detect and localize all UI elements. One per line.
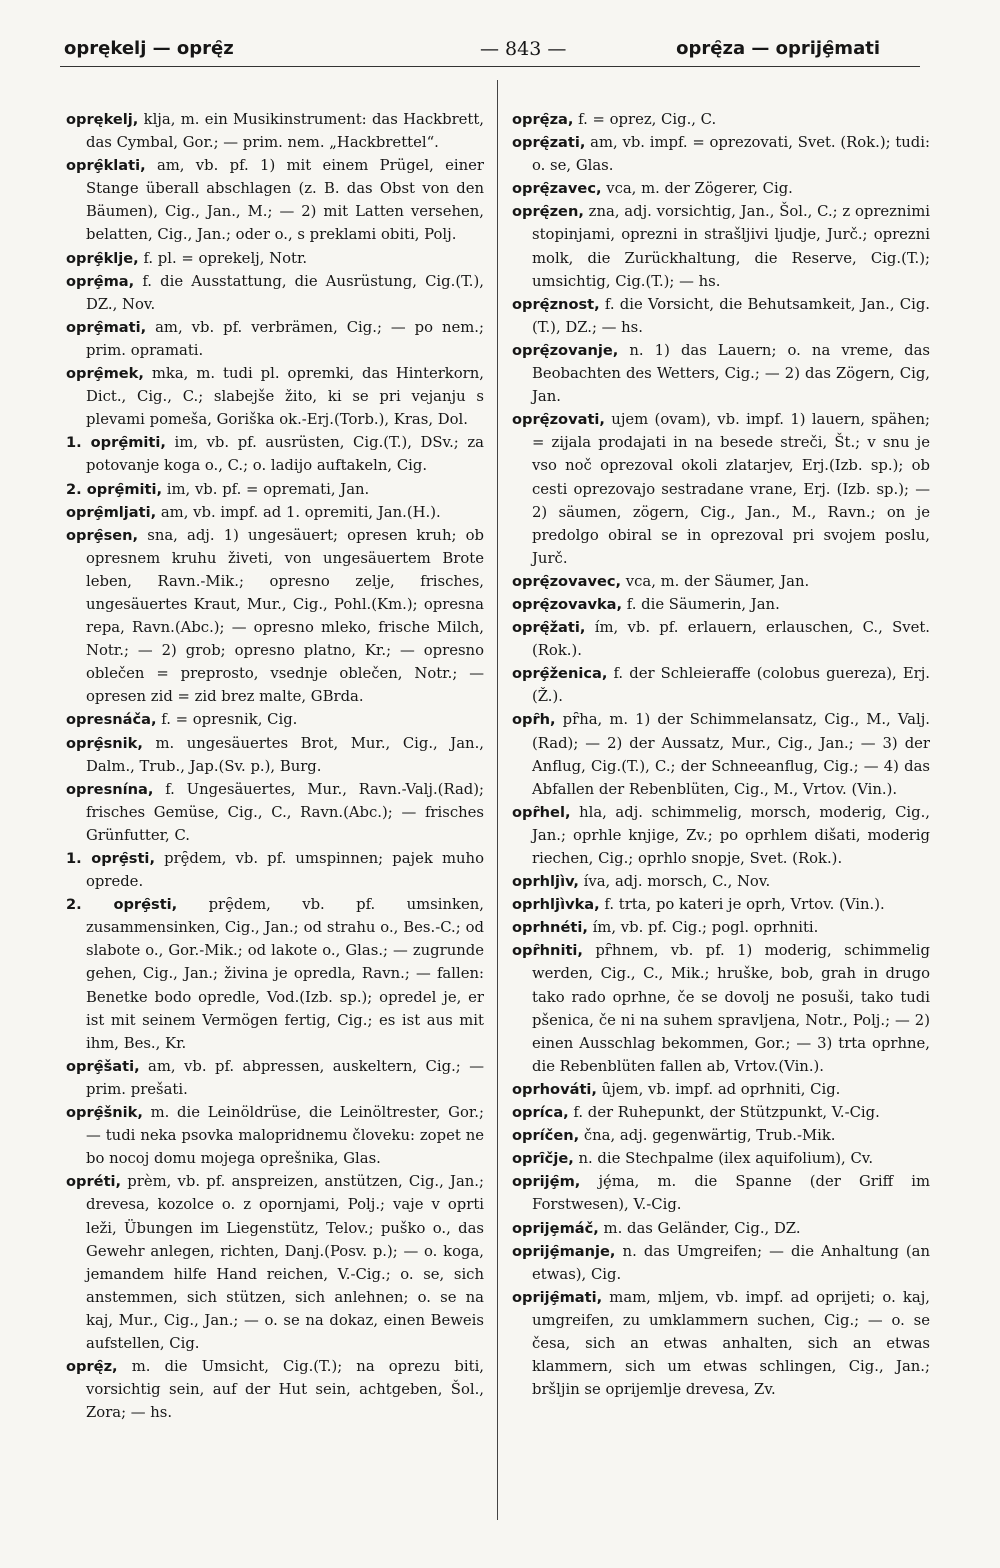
entry-headword: oprȋčje, <box>512 1150 574 1168</box>
dictionary-entry <box>512 1124 930 1147</box>
entry-definition: sna, adj. 1) ungesäuert; opresen kruh; ob opresnem kruhu živeti, von ungesäuertem Brote leben, Ravn.-Mik.; opresno zelje, frisches, ungesäuertes Kraut, Mur., Cig., Pohl.(Km.); opresna repa, Ravn.(Abc.); — opresno mleko, frische Milch, Notr.; — 2) grob; opresno platno, Kr.; — opresno oblečen = preprosto, vsednje oblečen, Notr.; — opresen zid = zid brez malte, GBrda. <box>86 526 484 706</box>
entry-definition: f. pl. = oprekelj, Notr. <box>138 249 308 267</box>
entry-definition: jȩ́ma, m. die Spanne (der Griff im Forstwesen), V.-Cig. <box>532 1173 930 1214</box>
right-column <box>512 108 930 1401</box>
dictionary-entry <box>66 431 484 477</box>
entry-definition: n. das Umgreifen; — die Anhaltung (an etwas), Cig. <box>532 1242 930 1283</box>
entry-headword: oprę̑zati, <box>512 134 586 152</box>
entry-headword: oprijȩmáč, <box>512 1219 599 1237</box>
dictionary-entry <box>66 316 484 362</box>
dictionary-entry <box>66 1101 484 1170</box>
dictionary-entry <box>512 708 930 800</box>
entry-definition: ujem (ovam), vb. impf. 1) lauern, spähen; = zijala prodajati in na besede streči, Št.; v snu je vso noč oprezoval okoli zlatarjev, Erj.(Izb. sp.); ob cesti oprezovajo sestradane vrane, Erj. (Izb. sp.); — 2) säumen, zögern, Cig., Jan., M., Ravn.; on je predolgo obiral se in oprezoval pri svojem poslu, Jurč. <box>532 411 930 567</box>
dictionary-entry <box>512 1286 930 1401</box>
entry-definition: m. das Geländer, Cig., DZ. <box>598 1219 801 1237</box>
entry-definition: prȩ̑dem, vb. pf. umsinken, zusammensinken, Cig., Jan.; od strahu o., Bes.-C.; od slabote o., Gor.-Mik.; od lakote o., Glas.; — zugrunde gehen, Cig., Jan.; živina je opredla, Ravn.; — fallen: Benetke bodo opredle, Vod.(Izb. sp.); opredel je, er ist mit seinem Vermögen fertig, Cig.; es ist aus mit ihm, Bes., Kr. <box>86 896 484 1052</box>
entry-headword: oprę̑zen, <box>512 203 584 221</box>
entry-headword: oprę̑za, <box>512 111 574 128</box>
dictionary-entry <box>512 200 930 292</box>
entry-headword: oprȩ̑mek, <box>66 365 144 383</box>
entry-headword: opresnáča, <box>66 711 157 729</box>
dictionary-entry <box>66 1170 484 1355</box>
running-head <box>60 34 940 68</box>
dictionary-entry <box>66 478 484 501</box>
entry-definition: m. ungesäuertes Brot, Mur., Cig., Jan., Dalm., Trub., Jap.(Sv. p.), Burg. <box>86 734 484 775</box>
dictionary-entry <box>512 1217 930 1240</box>
entry-headword: oprę̑zovavec, <box>512 572 622 590</box>
dictionary-entry <box>66 154 484 246</box>
running-head-left: oprękelj — oprę̑z <box>64 38 234 59</box>
entry-definition: f. die Säumerin, Jan. <box>622 595 780 613</box>
entry-headword: 1. oprȩ̑miti, <box>66 434 166 452</box>
entry-headword: oprhljìvka, <box>512 896 600 914</box>
entry-headword: 2. oprȩ̑sti, <box>66 896 178 914</box>
entry-definition: am, vb. impf. = oprezovati, Svet. (Rok.); tudi: o. se, Glas. <box>532 134 930 175</box>
dictionary-entry <box>66 708 484 731</box>
entry-definition: ȗjem, vb. impf. ad oprhniti, Cig. <box>596 1080 841 1098</box>
dictionary-entry <box>66 524 484 709</box>
entry-definition: pȓha, m. 1) der Schimmelansatz, Cig., M., Valj.(Rad); — 2) der Aussatz, Mur., Cig., Jan.; — 3) der Anflug, Cig.(T.), C.; der Schneeanflug, Cig.; — 4) das Abfallen der Rebenblüten, Cig., M., Vrtov. (Vin.). <box>532 711 930 798</box>
entry-headword: oprę̑z, <box>66 1358 118 1376</box>
entry-definition: pȓhnem, vb. pf. 1) moderig, schimmelig werden, Cig., C., Mik.; hruške, bob, grah in drugo tako rado oprhne, če se dovolj ne posuši, tako tudi pšenica, če ni na suhem spravljena, Notr., Polj.; — 2) einen Ausschlag bekommen, Gor.; — 3) trta oprhne, die Rebenblüten fallen ab, Vrtov.(Vin.). <box>532 942 930 1075</box>
entry-headword: oprȩ̑klati, <box>66 157 146 175</box>
dictionary-entry <box>66 247 484 270</box>
entry-headword: oprę̑zavec, <box>512 180 602 198</box>
page-number: — 843 — <box>480 38 567 60</box>
entry-definition: ím, vb. pf. erlauern, erlauschen, C., Svet. (Rok.). <box>532 619 930 660</box>
entry-headword: oprȩ̑klje, <box>66 249 139 267</box>
entry-definition: am, vb. pf. abpressen, auskeltern, Cig.; — prim. prešati. <box>86 1057 484 1098</box>
entry-headword: oprę̑zovati, <box>512 411 605 429</box>
entry-headword: oprhováti, <box>512 1080 597 1098</box>
entry-definition: mka, m. tudi pl. opremki, das Hinterkorn, Dict., Cig., C.; slabejše žito, ki se pri vejanju s plevami pomeša, Goriška ok.-Erj.(Torb.), Kras, Dol. <box>86 365 484 429</box>
entry-definition: n. 1) das Lauern; o. na vreme, das Beobachten des Wetters, Cig.; — 2) das Zögern, Cig, Jan. <box>532 341 930 406</box>
entry-definition: prȩ̑dem, vb. pf. umspinnen; pajek muho oprede. <box>86 850 484 891</box>
entry-headword: oprȩ̑ma, <box>66 272 135 290</box>
entry-headword: oprę̑zovanje, <box>512 341 619 359</box>
entry-definition: f. die Ausstattung, die Ausrüstung, Cig.(T.), DZ., Nov. <box>86 272 484 313</box>
entry-headword: opȓh, <box>512 711 556 729</box>
dictionary-entry <box>512 177 930 200</box>
dictionary-entry <box>512 339 930 408</box>
entry-headword: opȓhniti, <box>512 942 583 960</box>
entry-headword: oprę̑zovavka, <box>512 595 623 613</box>
entry-definition: ím, vb. pf. Cig.; pogl. oprhniti. <box>587 919 819 937</box>
dictionary-entry <box>512 570 930 593</box>
dictionary-entry <box>66 1055 484 1101</box>
dictionary-entry <box>512 1078 930 1101</box>
entry-headword: oprijȩ̑mati, <box>512 1288 603 1306</box>
entry-definition: vca, m. der Zögerer, Cig. <box>601 180 793 198</box>
entry-headword: opresnína, <box>66 780 154 798</box>
entry-headword: oprȩ̑šati, <box>66 1057 140 1075</box>
dictionary-entry <box>66 362 484 431</box>
dictionary-entry <box>66 893 484 1055</box>
entry-definition: m. die Umsicht, Cig.(T.); na oprezu biti, vorsichtig sein, auf der Hut sein, achtgeben, Šol., Zora; — hs. <box>86 1358 484 1422</box>
entry-headword: oprę̑znost, <box>512 295 600 313</box>
entry-headword: oprȩ̑sen, <box>66 526 139 544</box>
entry-definition: n. die Stechpalme (ilex aquifolium), Cv. <box>573 1150 874 1168</box>
entry-definition: hla, adj. schimmelig, morsch, moderig, Cig., Jan.; oprhle knjige, Zv.; po oprhlem dišati, moderig riechen, Cig.; oprhlo snopje, Svet. (Rok.). <box>532 803 930 867</box>
entry-headword: opréti, <box>66 1173 122 1191</box>
running-head-right: oprę̑za — oprijȩ̑mati <box>676 38 880 59</box>
dictionary-entry <box>512 1170 930 1216</box>
entry-headword: opȓhel, <box>512 803 571 821</box>
entry-definition: im, vb. pf. = oprematі, Jan. <box>162 480 370 498</box>
entry-headword: oprijȩ̑m, <box>512 1173 581 1191</box>
left-column <box>66 108 484 1424</box>
dictionary-entry <box>512 801 930 870</box>
entry-definition: f. Ungesäuertes, Mur., Ravn.-Valj.(Rad); frisches Gemüse, Cig., C., Ravn.(Abc.); — frisches Grünfutter, C. <box>86 780 484 844</box>
dictionary-entry <box>66 108 484 154</box>
entry-definition: mam, mljem, vb. impf. ad oprijeti; o. kaj, umgreifen, zu umklammern suchen, Cig.; — o. se česa, sich an etwas anhalten, sich an etwas klammern, sich um etwas schlingen, Cig., Jan.; bršljin se oprijemlje drevesa, Zv. <box>532 1288 930 1399</box>
entry-headword: opríčen, <box>512 1127 580 1145</box>
dictionary-entry <box>66 778 484 847</box>
dictionary-entry <box>512 1101 930 1124</box>
dictionary-entry <box>512 293 930 339</box>
dictionary-entry <box>512 108 930 131</box>
entry-definition: f. = opresnik, Cig. <box>156 711 298 729</box>
entry-definition: f. die Vorsicht, die Behutsamkeit, Jan., Cig.(T.), DZ.; — hs. <box>532 295 930 336</box>
entry-headword: oprhljìv, <box>512 873 579 891</box>
entry-definition: zna, adj. vorsichtig, Jan., Šol., C.; z opreznimi stopinjami, oprezni in strašljivi ljudje, Jurč.; oprezni molk, die Zurückhaltung, die Reserve, Cig.(T.); umsichtig, Cig.(T.); — hs. <box>532 203 930 290</box>
entry-headword: oprȩ̑mljati, <box>66 503 157 521</box>
dictionary-entry <box>512 662 930 708</box>
entry-headword: oprę̑žati, <box>512 619 586 637</box>
entry-headword: oprȩ̑mati, <box>66 318 147 336</box>
dictionary-entry <box>512 939 930 1078</box>
entry-definition: prèm, vb. pf. anspreizen, anstützen, Cig., Jan.; drevesa, kozolce o. z opornjami, Polj.; vaje v oprti leži, Übungen im Liegenstütz, Telov.; puško o., das Gewehr anlegen, richten, Danj.(Posv. p.); — o. koga, jemandem hilfe Hand reichen, V.-Cig.; o. se, sich anstemmen, sich stützen, sich anlehnen; o. se na kaj, Mur., Cig., Jan.; — o. se na dokaz, einen Beweis aufstellen, Cig. <box>86 1173 484 1352</box>
entry-definition: f. der Ruhepunkt, der Stützpunkt, V.-Cig. <box>568 1104 880 1122</box>
column-divider <box>497 80 498 1520</box>
entry-headword: oprhnéti, <box>512 919 588 937</box>
dictionary-entry <box>66 1355 484 1424</box>
entry-headword: oprijȩ̑manje, <box>512 1242 616 1260</box>
dictionary-entry <box>66 501 484 524</box>
dictionary-entry <box>512 893 930 916</box>
dictionary-entry <box>66 847 484 893</box>
entry-definition: am, vb. pf. verbrämen, Cig.; — po nem.; prim. opramati. <box>86 318 484 359</box>
entry-definition: im, vb. pf. ausrüsten, Cig.(T.), DSv.; za potovanje koga o., C.; o. ladijo auftakeln, Cig. <box>86 434 484 475</box>
entry-headword: oprȩ̑snik, <box>66 734 143 752</box>
header-rule <box>60 66 920 67</box>
entry-headword: opríca, <box>512 1104 569 1122</box>
dictionary-entry <box>512 616 930 662</box>
dictionary-entry <box>512 131 930 177</box>
entry-definition: f. trta, po kateri je oprh, Vrtov. (Vin.). <box>599 896 885 914</box>
dictionary-entry <box>512 408 930 570</box>
entry-definition: am, vb. impf. ad 1. opremiti, Jan.(H.). <box>156 503 441 521</box>
entry-definition: klja, m. ein Musikinstrument: das Hackbrett, das Cymbal, Gor.; — prim. nem. „Hackbrettel“. <box>86 111 484 152</box>
dictionary-entry <box>66 732 484 778</box>
dictionary-entry <box>512 916 930 939</box>
dictionary-entry <box>66 270 484 316</box>
dictionary-entry <box>512 1240 930 1286</box>
entry-definition: čna, adj. gegenwärtig, Trub.-Mik. <box>579 1127 836 1145</box>
dictionary-entry <box>512 1147 930 1170</box>
dictionary-entry <box>512 870 930 893</box>
entry-definition: f. = oprez, Cig., C. <box>573 111 717 128</box>
entry-definition: m. die Leinöldrüse, die Leinöltrester, Gor.; — tudi neka psovka malopridnemu človeku: zopet ne bo nocoj domu mojega oprešnika, Glas. <box>86 1104 484 1168</box>
entry-headword: 2. oprȩ̑miti, <box>66 480 163 498</box>
entry-headword: oprȩ̑ženica, <box>512 665 608 683</box>
entry-definition: f. der Schleieraffe (colobus guereza), Erj.(Ž.). <box>532 665 930 706</box>
entry-headword: oprękelj, <box>66 111 139 128</box>
entry-definition: vca, m. der Säumer, Jan. <box>621 572 810 590</box>
entry-headword: 1. oprȩ̑sti, <box>66 850 155 867</box>
entry-headword: oprȩ̑šnik, <box>66 1104 143 1122</box>
dictionary-entry <box>512 593 930 616</box>
entry-definition: am, vb. pf. 1) mit einem Prügel, einer Stange überall abschlagen (z. B. das Obst von den Bäumen), Cig., Jan., M.; — 2) mit Latten versehen, belatten, Cig., Jan.; oder o., s preklami obiti, Polj. <box>86 157 484 244</box>
entry-definition: íva, adj. morsch, C., Nov. <box>578 873 771 891</box>
